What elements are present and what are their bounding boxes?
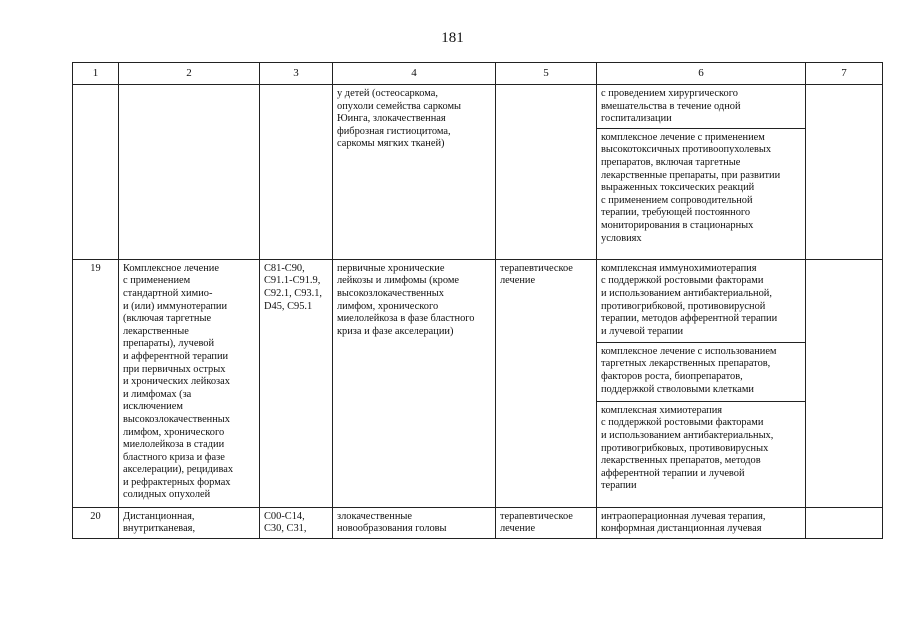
table-row bbox=[73, 507, 883, 538]
column-number-row bbox=[73, 63, 883, 85]
treatment-method-cell: с проведением хирургического вмешательства в течение одной госпитализации bbox=[597, 85, 806, 129]
treatment-method-cell: интраоперационная лучевая терапия, конформная дистанционная лучевая bbox=[597, 507, 806, 538]
price-cell bbox=[806, 85, 883, 260]
patient-model-cell: первичные хронические лейкозы и лимфомы (кроме высокозлокачественных лимфом, хронического миелолейкоза в фазе бластного криза и фазе акселерации) bbox=[333, 259, 496, 507]
price-cell bbox=[806, 259, 883, 507]
treatment-type-cell: терапевтическое лечение bbox=[496, 507, 597, 538]
care-name-cell: Дистанционная, внутритканевая, bbox=[119, 507, 260, 538]
icd-codes-cell: C81-C90, C91.1-C91.9, C92.1, C93.1, D45, C95.1 bbox=[260, 259, 333, 507]
column-header: 5 bbox=[496, 63, 597, 85]
treatment-method-cell: комплексная иммунохимиотерапия с поддержкой ростовыми факторами и использованием антибактериальной, противогрибковой, противовирусной терапии, методов афферентной терапии и лучевой терапии bbox=[597, 259, 806, 342]
table-row bbox=[73, 259, 883, 342]
care-name-cell: Комплексное лечение с применением стандартной химио- и (или) иммунотерапии (включая таргетные лекарственные препараты), лучевой и афферентной терапии при первичных острых и хронических лейкозах и лимфомах (за исключением высокозлокачественных лимфом, хронического миелолейкоза в стадии бластного криза и фазе акселерации), рецидивах и рефрактерных формах солидных опухолей bbox=[119, 259, 260, 507]
treatment-method-cell: комплексное лечение с применением высокотоксичных противоопухолевых препаратов, включая таргетные лекарственные препараты, при развитии выраженных токсических реакций с применением сопроводительной терапии, требующей постоянного мониторирования в стационарных условиях bbox=[597, 128, 806, 259]
column-header: 3 bbox=[260, 63, 333, 85]
column-header: 4 bbox=[333, 63, 496, 85]
page-number: 181 bbox=[441, 30, 464, 46]
treatment-method-cell: комплексное лечение с использованием таргетных лекарственных препаратов, факторов роста, биопрепаратов, поддержкой стволовыми клетками bbox=[597, 342, 806, 401]
row-number-cell: 19 bbox=[73, 259, 119, 507]
treatment-type-cell bbox=[496, 85, 597, 260]
medical-care-table bbox=[72, 62, 883, 539]
column-header: 1 bbox=[73, 63, 119, 85]
table-row bbox=[73, 85, 883, 129]
column-header: 6 bbox=[597, 63, 806, 85]
column-header: 2 bbox=[119, 63, 260, 85]
price-cell bbox=[806, 507, 883, 538]
column-header: 7 bbox=[806, 63, 883, 85]
treatment-method-cell: комплексная химиотерапия с поддержкой ростовыми факторами и использованием антибактериальных, противогрибковых, противовирусных лекарственных препаратов, методов афферентной терапии и лучевой терапии bbox=[597, 401, 806, 507]
icd-codes-cell: C00-C14, C30, C31, bbox=[260, 507, 333, 538]
row-number-cell bbox=[73, 85, 119, 260]
icd-codes-cell bbox=[260, 85, 333, 260]
row-number-cell: 20 bbox=[73, 507, 119, 538]
treatment-type-cell: терапевтическое лечение bbox=[496, 259, 597, 507]
patient-model-cell: у детей (остеосаркома, опухоли семейства саркомы Юинга, злокачественная фиброзная гистиоцитома, саркомы мягких тканей) bbox=[333, 85, 496, 260]
care-name-cell bbox=[119, 85, 260, 260]
patient-model-cell: злокачественные новообразования головы bbox=[333, 507, 496, 538]
